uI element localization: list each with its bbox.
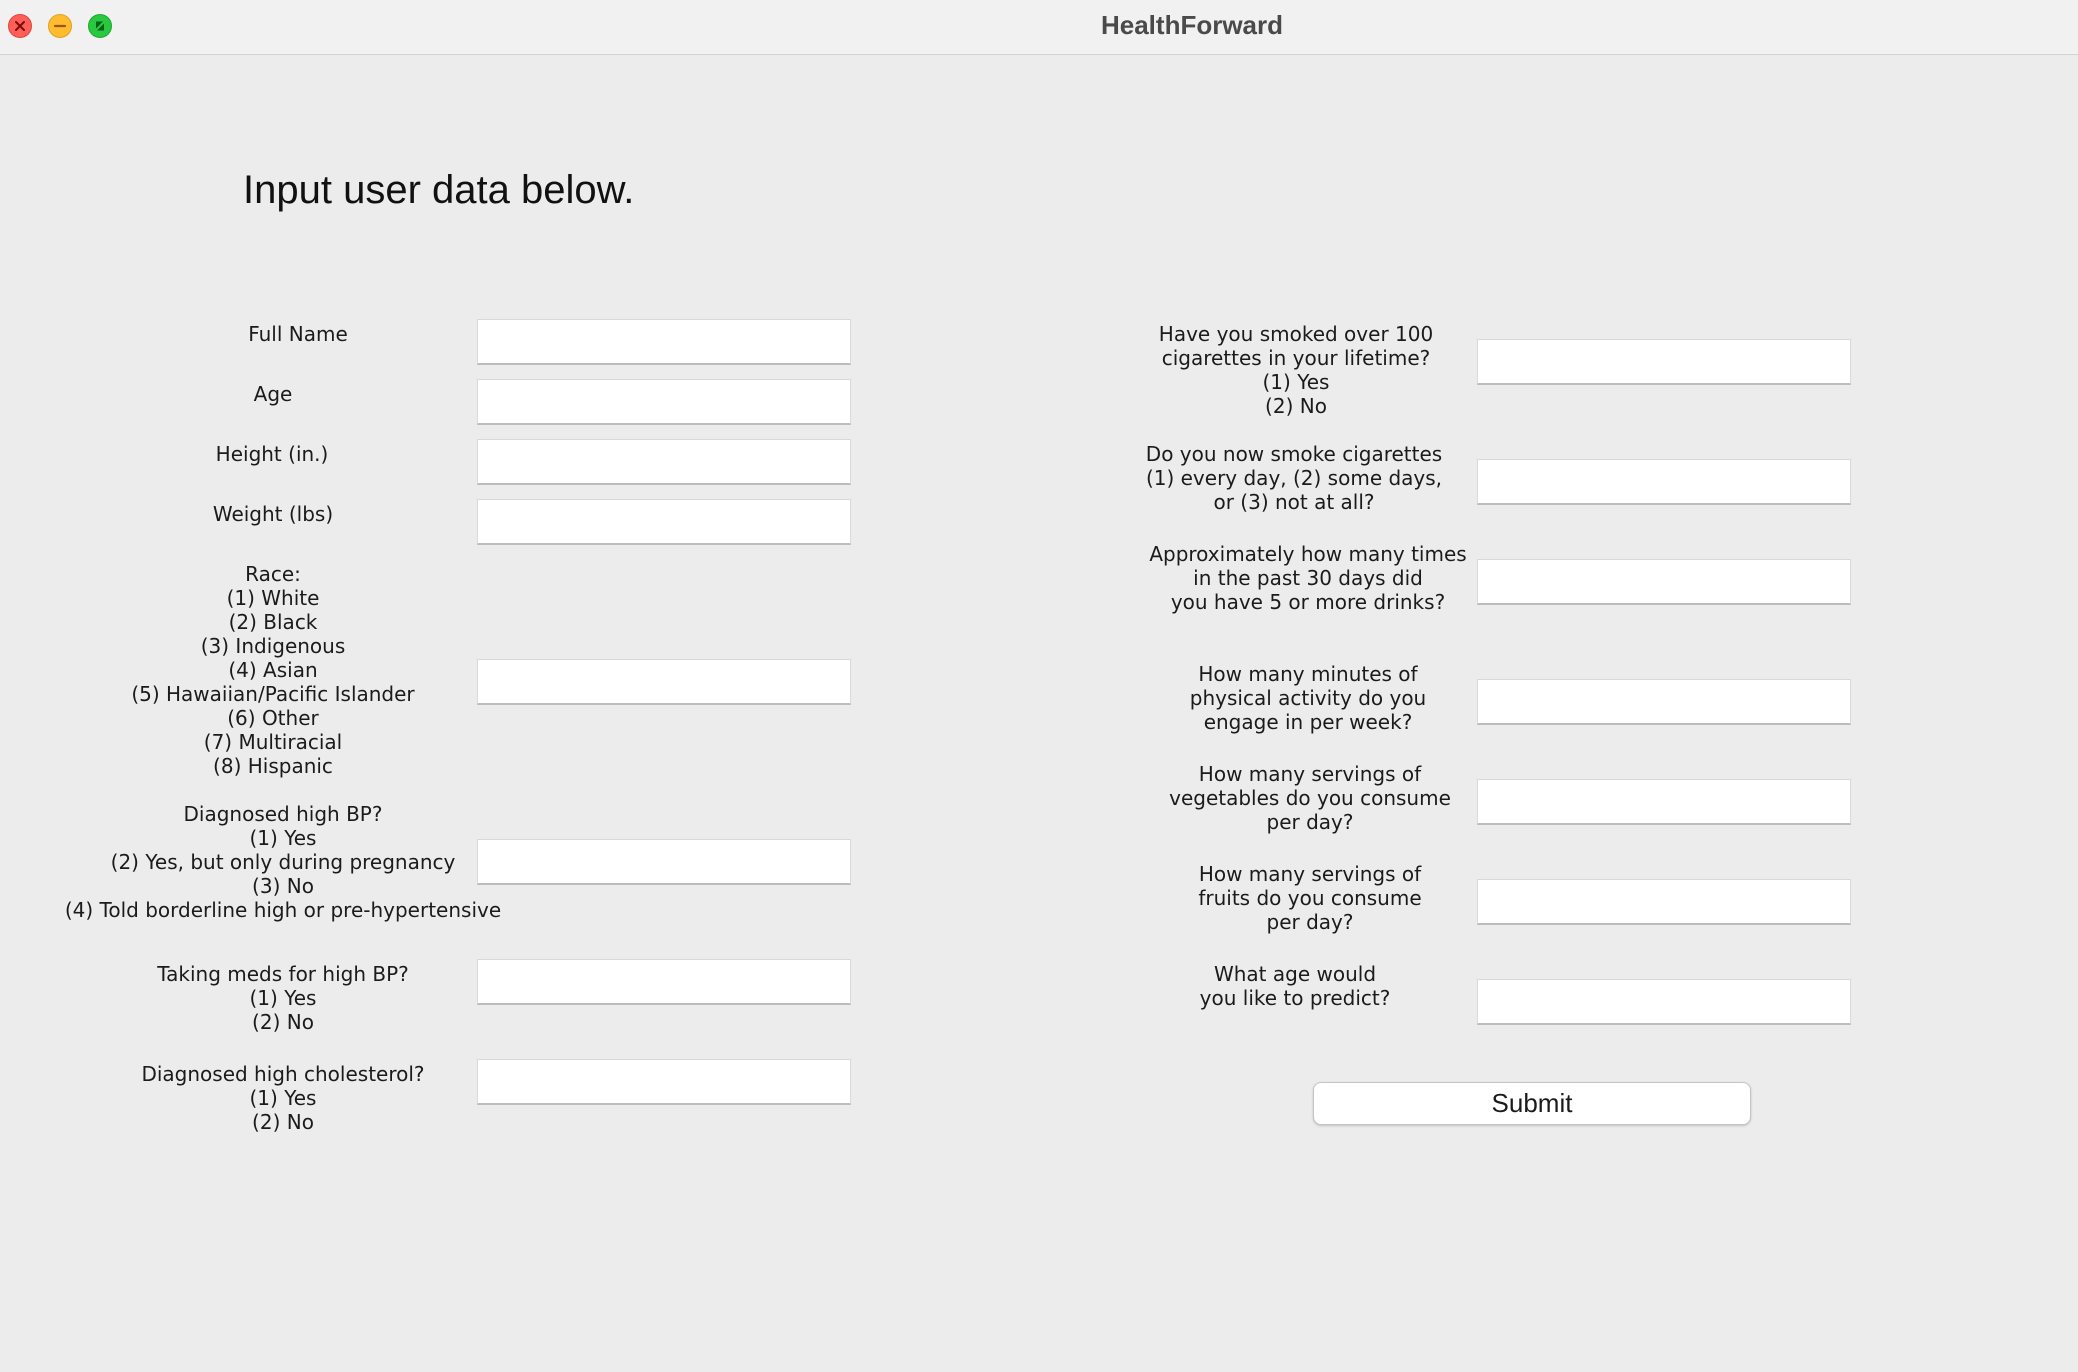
label-line: per day?	[1266, 910, 1354, 934]
label-line: cigarettes in your lifetime?	[1161, 346, 1431, 370]
label-line: (3) Indigenous	[200, 634, 346, 658]
label-line: or (3) not at all?	[1213, 490, 1375, 514]
fruits-label	[1198, 862, 1421, 934]
page-heading: Input user data below.	[243, 168, 635, 212]
high-bp-label	[65, 802, 501, 922]
activity-input[interactable]	[1477, 679, 1851, 725]
high-cholesterol-input[interactable]	[477, 1059, 851, 1105]
label-line: (6) Other	[227, 706, 319, 730]
label-line: Do you now smoke cigarettes	[1145, 442, 1443, 466]
label-line: (3) No	[252, 874, 314, 898]
label-line: Race:	[245, 562, 301, 586]
label-line: Age	[253, 382, 293, 406]
label-line: How many servings of	[1198, 862, 1422, 886]
predict-age-label	[1200, 962, 1391, 1010]
race-label	[131, 562, 414, 778]
label-line: Full Name	[248, 322, 348, 346]
label-line: (1) Yes	[249, 986, 317, 1010]
vegetables-label	[1169, 762, 1451, 834]
label-line: (2) No	[1265, 394, 1327, 418]
label-line: vegetables do you consume	[1169, 786, 1451, 810]
smoke-now-label	[1146, 442, 1442, 514]
activity-label	[1190, 662, 1426, 734]
label-line: physical activity do you	[1189, 686, 1427, 710]
vegetables-input[interactable]	[1477, 779, 1851, 825]
label-line: (2) Black	[228, 610, 318, 634]
predict-age-input[interactable]	[1477, 979, 1851, 1025]
label-line: Taking meds for high BP?	[157, 962, 409, 986]
label-line: in the past 30 days did	[1193, 566, 1423, 590]
label-line: you have 5 or more drinks?	[1170, 590, 1446, 614]
label-line: Approximately how many times	[1149, 542, 1467, 566]
submit-button[interactable]: Submit	[1313, 1082, 1751, 1125]
fruits-input[interactable]	[1477, 879, 1851, 925]
label-line: Height (in.)	[215, 442, 329, 466]
age-label	[254, 382, 293, 406]
label-line: What age would	[1213, 962, 1377, 986]
label-line: (2) No	[252, 1010, 314, 1034]
smoked-100-label	[1159, 322, 1433, 418]
bp-meds-label	[157, 962, 409, 1034]
label-line: fruits do you consume	[1198, 886, 1422, 910]
high-bp-input[interactable]	[477, 839, 851, 885]
smoked-100-input[interactable]	[1477, 339, 1851, 385]
label-line: (1) every day, (2) some days,	[1145, 466, 1443, 490]
height-input[interactable]	[477, 439, 851, 485]
window-title: HealthForward	[1100, 10, 1284, 40]
label-line: (2) Yes, but only during pregnancy	[110, 850, 456, 874]
label-line: Diagnosed high cholesterol?	[141, 1062, 425, 1086]
label-line: per day?	[1266, 810, 1354, 834]
label-line: you like to predict?	[1199, 986, 1391, 1010]
label-line: (1) White	[226, 586, 320, 610]
label-line: (2) No	[252, 1110, 314, 1134]
label-line: Weight (lbs)	[212, 502, 334, 526]
label-line: Diagnosed high BP?	[183, 802, 383, 826]
high-cholesterol-label	[141, 1062, 424, 1134]
label-line: (5) Hawaiian/Pacific Islander	[131, 682, 415, 706]
label-line: (1) Yes	[1262, 370, 1330, 394]
label-line: (4) Asian	[228, 658, 318, 682]
drinks-input[interactable]	[1477, 559, 1851, 605]
label-line: How many servings of	[1198, 762, 1422, 786]
bp-meds-input[interactable]	[477, 959, 851, 1005]
label-line: engage in per week?	[1203, 710, 1413, 734]
weight-input[interactable]	[477, 499, 851, 545]
label-line: (8) Hispanic	[213, 754, 333, 778]
label-line: (1) Yes	[249, 826, 317, 850]
smoke-now-input[interactable]	[1477, 459, 1851, 505]
age-input[interactable]	[477, 379, 851, 425]
full-name-label	[248, 322, 348, 346]
title-bar	[0, 0, 2078, 55]
weight-label	[213, 502, 333, 526]
label-line: (1) Yes	[249, 1086, 317, 1110]
label-line: (4) Told borderline high or pre-hypertensive	[64, 898, 502, 922]
full-name-input[interactable]	[477, 319, 851, 365]
drinks-label	[1149, 542, 1466, 614]
label-line: Have you smoked over 100	[1158, 322, 1434, 346]
label-line: (7) Multiracial	[203, 730, 343, 754]
race-input[interactable]	[477, 659, 851, 705]
label-line: How many minutes of	[1198, 662, 1418, 686]
height-label	[216, 442, 329, 466]
